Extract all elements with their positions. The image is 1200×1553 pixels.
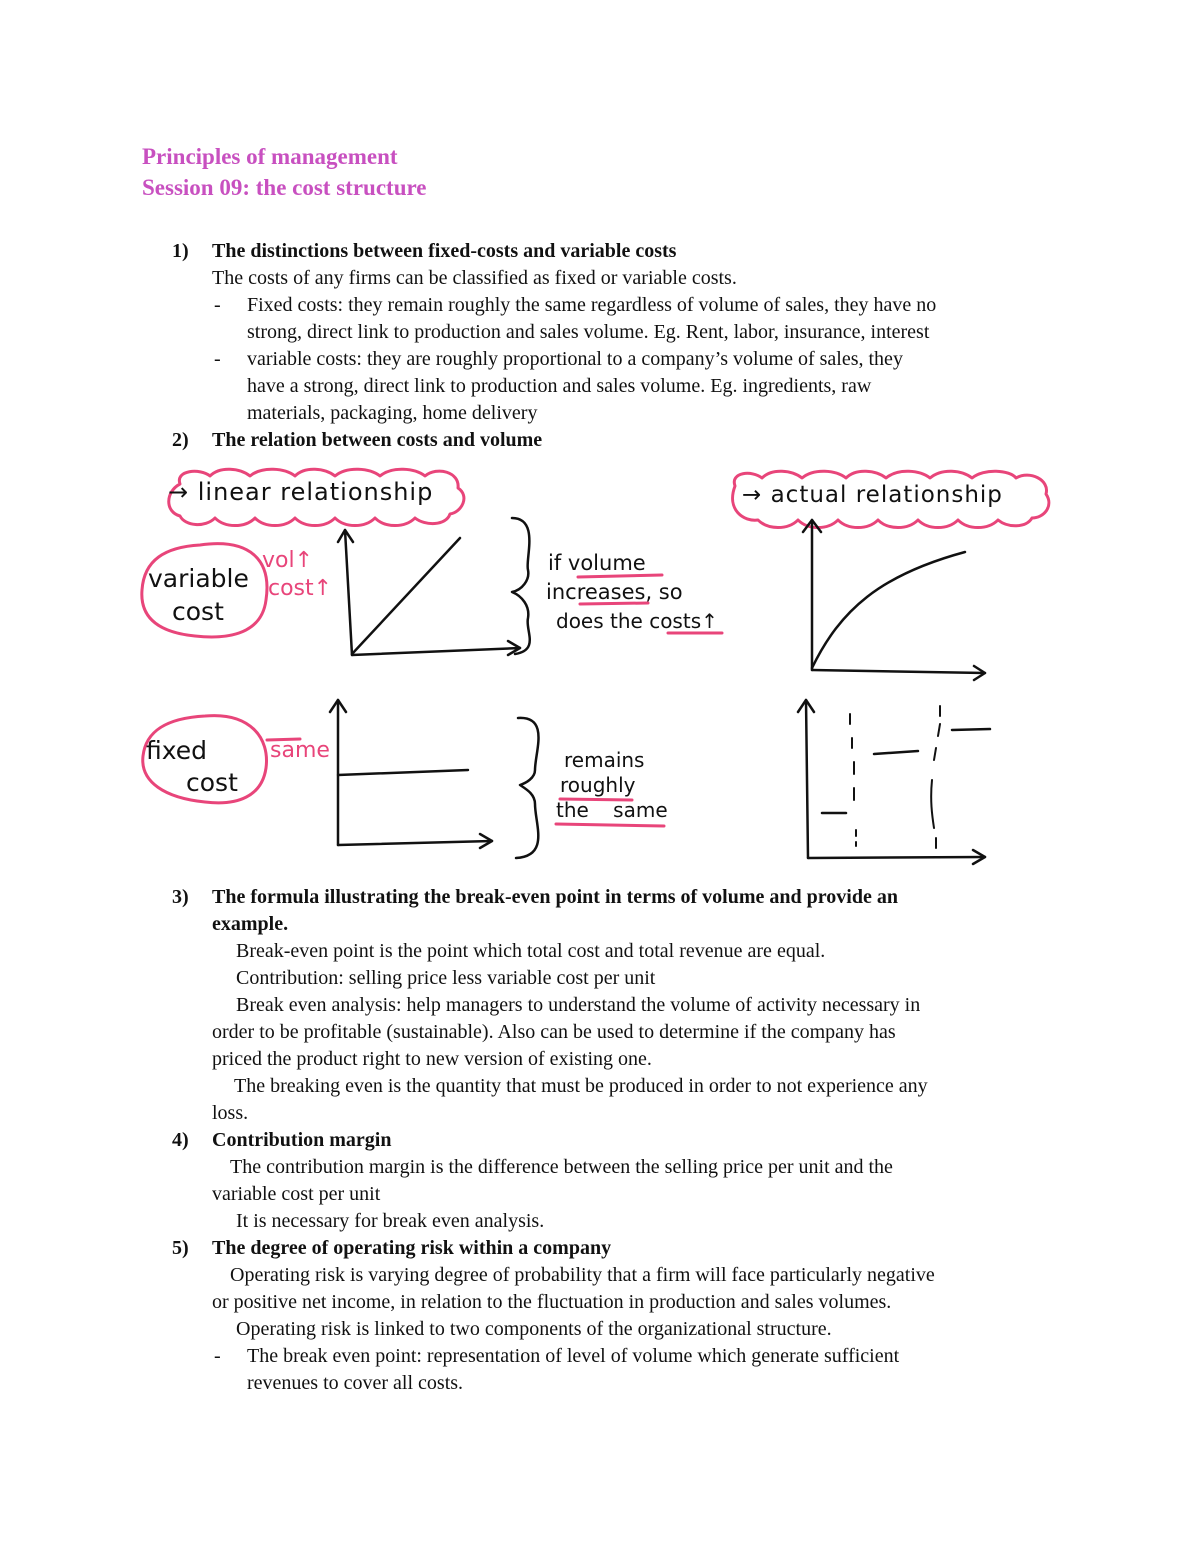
page-subtitle: Session 09: the cost structure	[142, 175, 427, 200]
section-heading: The relation between costs and volume	[212, 429, 543, 451]
paragraph: The costs of any firms can be classified as fixed or variable costs.	[212, 267, 737, 289]
paragraph: order to be profitable (sustainable). Also can be used to determine if the company has	[212, 1021, 896, 1043]
section-number: 5)	[172, 1237, 189, 1259]
section-heading: The distinctions between fixed-costs and variable costs	[212, 240, 677, 262]
paragraph: Break even analysis: help managers to understand the volume of activity necessary in	[236, 994, 921, 1016]
paragraph: It is necessary for break even analysis.	[236, 1210, 545, 1232]
sketch-label-fixed: fixed	[146, 736, 208, 765]
paragraph: Break-even point is the point which total cost and total revenue are equal.	[236, 940, 826, 962]
sketch-label-cost-up: cost↑	[268, 576, 333, 601]
section-number: 4)	[172, 1129, 189, 1151]
section-heading: The formula illustrating the break-even point in terms of volume and provide an	[212, 886, 898, 908]
paragraph: or positive net income, in relation to the fluctuation in production and sales volumes.	[212, 1291, 892, 1313]
sketch-note-line: remains	[564, 748, 645, 772]
page-title: Principles of management	[142, 144, 398, 169]
sketch-label-vol-up: vol↑	[262, 548, 314, 573]
paragraph: loss.	[212, 1102, 249, 1124]
bullet-text: have a strong, direct link to production and sales volume. Eg. ingredients, raw	[247, 375, 872, 397]
paragraph: Operating risk is varying degree of probability that a firm will face particularly negative	[230, 1264, 935, 1286]
paragraph: The breaking even is the quantity that must be produced in order to not experience any	[234, 1075, 928, 1097]
section-number: 1)	[172, 240, 189, 262]
bullet-text: revenues to cover all costs.	[247, 1372, 464, 1394]
section-heading: The degree of operating risk within a company	[212, 1237, 612, 1259]
sketch-label-actual: → actual relationship	[742, 482, 1003, 508]
section-number: 3)	[172, 886, 189, 908]
bullet-text: strong, direct link to production and sales volume. Eg. Rent, labor, insurance, interest	[247, 321, 930, 343]
bullet-dash: -	[214, 1345, 221, 1367]
sketch-label-fixed-cost: cost	[186, 768, 238, 797]
bullet-text: The break even point: representation of level of volume which generate sufficient	[247, 1345, 900, 1367]
bullet-text: variable costs: they are roughly proportional to a company’s volume of sales, they	[247, 348, 903, 370]
sketch-note-line: the same	[556, 798, 668, 822]
paragraph: Operating risk is linked to two components of the organizational structure.	[236, 1318, 832, 1340]
bullet-text: materials, packaging, home delivery	[247, 402, 538, 424]
sketch-note-line: roughly	[560, 773, 636, 797]
sketch-label-variable: variable	[148, 564, 249, 593]
sketch-label-same: same	[270, 738, 330, 763]
section-heading: example.	[212, 913, 289, 935]
section-heading: Contribution margin	[212, 1129, 392, 1151]
sketch-note-line: increases, so	[546, 580, 683, 604]
sketch-label-variable-cost: cost	[172, 597, 224, 626]
sketch-label-linear: → linear relationship	[168, 478, 434, 506]
paragraph: Contribution: selling price less variable cost per unit	[236, 967, 656, 989]
paragraph: variable cost per unit	[212, 1183, 381, 1205]
paragraph: The contribution margin is the difference between the selling price per unit and the	[230, 1156, 893, 1178]
sketch-note-line: if volume	[548, 551, 646, 575]
paragraph: priced the product right to new version of existing one.	[212, 1048, 652, 1070]
bullet-dash: -	[214, 348, 221, 370]
sketch-note-line: does the costs↑	[556, 609, 718, 633]
bullet-dash: -	[214, 294, 221, 316]
bullet-text: Fixed costs: they remain roughly the same regardless of volume of sales, they have no	[247, 294, 937, 316]
section-number: 2)	[172, 429, 189, 451]
